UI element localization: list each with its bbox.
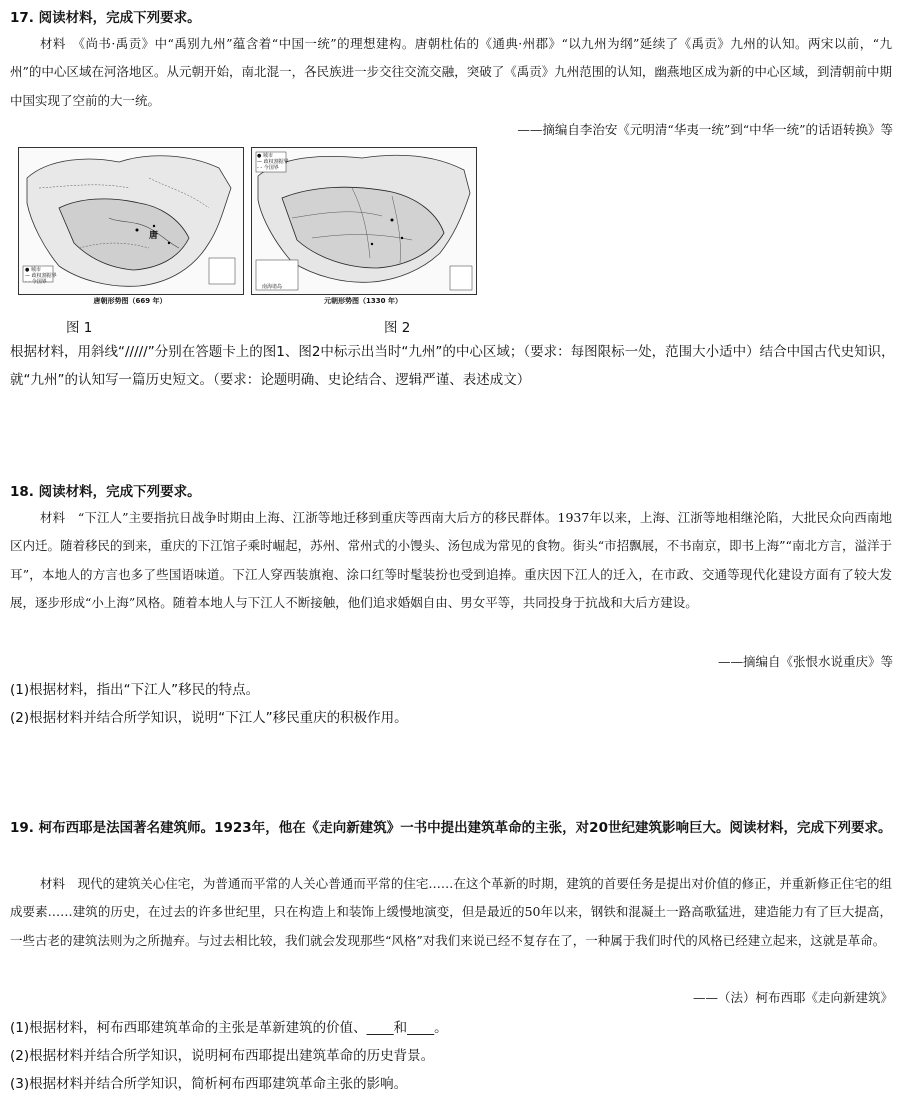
figure-2-label: 图 2	[384, 320, 411, 336]
q17-source: ——摘编自李治安《元明清“华夷一统”到“中华一统”的话语转换》等	[517, 122, 893, 137]
q19-source: ——（法）柯布西耶《走向新建筑》	[692, 990, 893, 1005]
q17-requirement: 根据材料，用斜线“/////”分别在答题卡上的图1、图2中标示出当时“九州”的中心区域；（要求：每图限标一处，范围大小适中）结合中国古代史知识，就“九州”的认知写一篇历史短文。（要求：论题明确、史论结合、逻辑严谨、表述成文）	[10, 344, 895, 388]
yuan-map-inset-label: 南海诸岛	[262, 284, 283, 290]
legend-item: ● 城市	[257, 153, 273, 159]
yuan-dynasty-map	[251, 147, 477, 295]
q18-sub2: (2)根据材料并结合所学知识，说明“下江人”移民重庆的积极作用。	[10, 710, 408, 726]
q17-title: 17. 阅读材料，完成下列要求。	[10, 10, 201, 26]
tang-dynasty-map	[18, 147, 244, 295]
q19-sub1: (1)根据材料，柯布西耶建筑革命的主张是革新建筑的价值、____和____。	[10, 1020, 448, 1036]
q19-title: 19. 柯布西耶是法国著名建筑师。1923年，他在《走向新建筑》一书中提出建筑革命的主张，对20世纪建筑影响巨大。阅读材料，完成下列要求。	[10, 820, 892, 836]
legend-item: - - 今国界	[257, 165, 279, 171]
tang-map-label: 唐	[149, 231, 159, 241]
q18-sub1: (1)根据材料，指出“下江人”移民的特点。	[10, 682, 260, 698]
figure-1-label: 图 1	[66, 320, 93, 336]
q18-material: 材料 “下江人”主要指抗日战争时期由上海、江浙等地迁移到重庆等西南大后方的移民群体。1937年以来，上海、江浙等地相继沦陷，大批民众向西南地区内迁。随着移民的到来，重庆的下江馆子乘时崛起，苏州、常州式的小馒头、汤包成为常见的食物。街头“市招飘展，不书南京，即书上海”“南北方言，溢洋于耳”，本地人的方言也多了些国语味道。下江人穿西装旗袍、涂口红等时髦装扮也受到追捧。重庆因下江人的迁入，在市政、交通等现代化建设方面有了较大发展，逐步形成“小上海”风格。随着本地人与下江人不断接触，他们追求婚姻自由、男女平等，共同投身于抗战和大后方建设。	[10, 510, 892, 611]
legend-item: — 政权割据界	[257, 159, 289, 165]
q19-material: 材料 现代的建筑关心住宅，为普通而平常的人关心普通而平常的住宅……在这个革新的时期，建筑的首要任务是提出对价值的修正，并重新修正住宅的组成要素……建筑的历史，在过去的许多世纪里，只在构造上和装饰上缓慢地演变，但是最近的50年以来，钢铁和混凝土一路高歌猛进，建造能力有了巨大提高，一些古老的建筑法则为之所抛弃。与过去相比较，我们就会发现那些“风格”对我们来说已经不复存在了，一种属于我们时代的风格已经建立起来，这就是革命。	[10, 876, 892, 948]
q19-sub3: (3)根据材料并结合所学知识，简析柯布西耶建筑革命主张的影响。	[10, 1076, 408, 1092]
tang-map-caption: 唐朝形势图（669 年）	[93, 297, 167, 305]
q18-title: 18. 阅读材料，完成下列要求。	[10, 484, 201, 500]
q18-source: ——摘编自《张恨水说重庆》等	[717, 654, 893, 669]
legend-item: ● 城市	[25, 267, 41, 273]
q19-sub2: (2)根据材料并结合所学知识，说明柯布西耶提出建筑革命的历史背景。	[10, 1048, 435, 1064]
legend-item: — 政权割据界	[25, 273, 57, 279]
q17-material: 材料 《尚书·禹贡》中“禹别九州”蕴含着“中国一统”的理想建构。唐朝杜佑的《通典·州郡》“以九州为纲”延续了《禹贡》九州的认知。两宋以前，“九州”的中心区域在河洛地区。从元朝开始，南北混一，各民族进一步交往交流交融，突破了《禹贡》九州范围的认知，幽燕地区成为新的中心区域，到清朝前中期中国实现了空前的大一统。	[10, 36, 892, 108]
yuan-map-legend	[257, 153, 289, 171]
legend-item: - - 今国界	[25, 279, 47, 285]
yuan-map-caption: 元朝形势图（1330 年）	[324, 297, 402, 305]
tang-map-legend	[25, 267, 57, 285]
